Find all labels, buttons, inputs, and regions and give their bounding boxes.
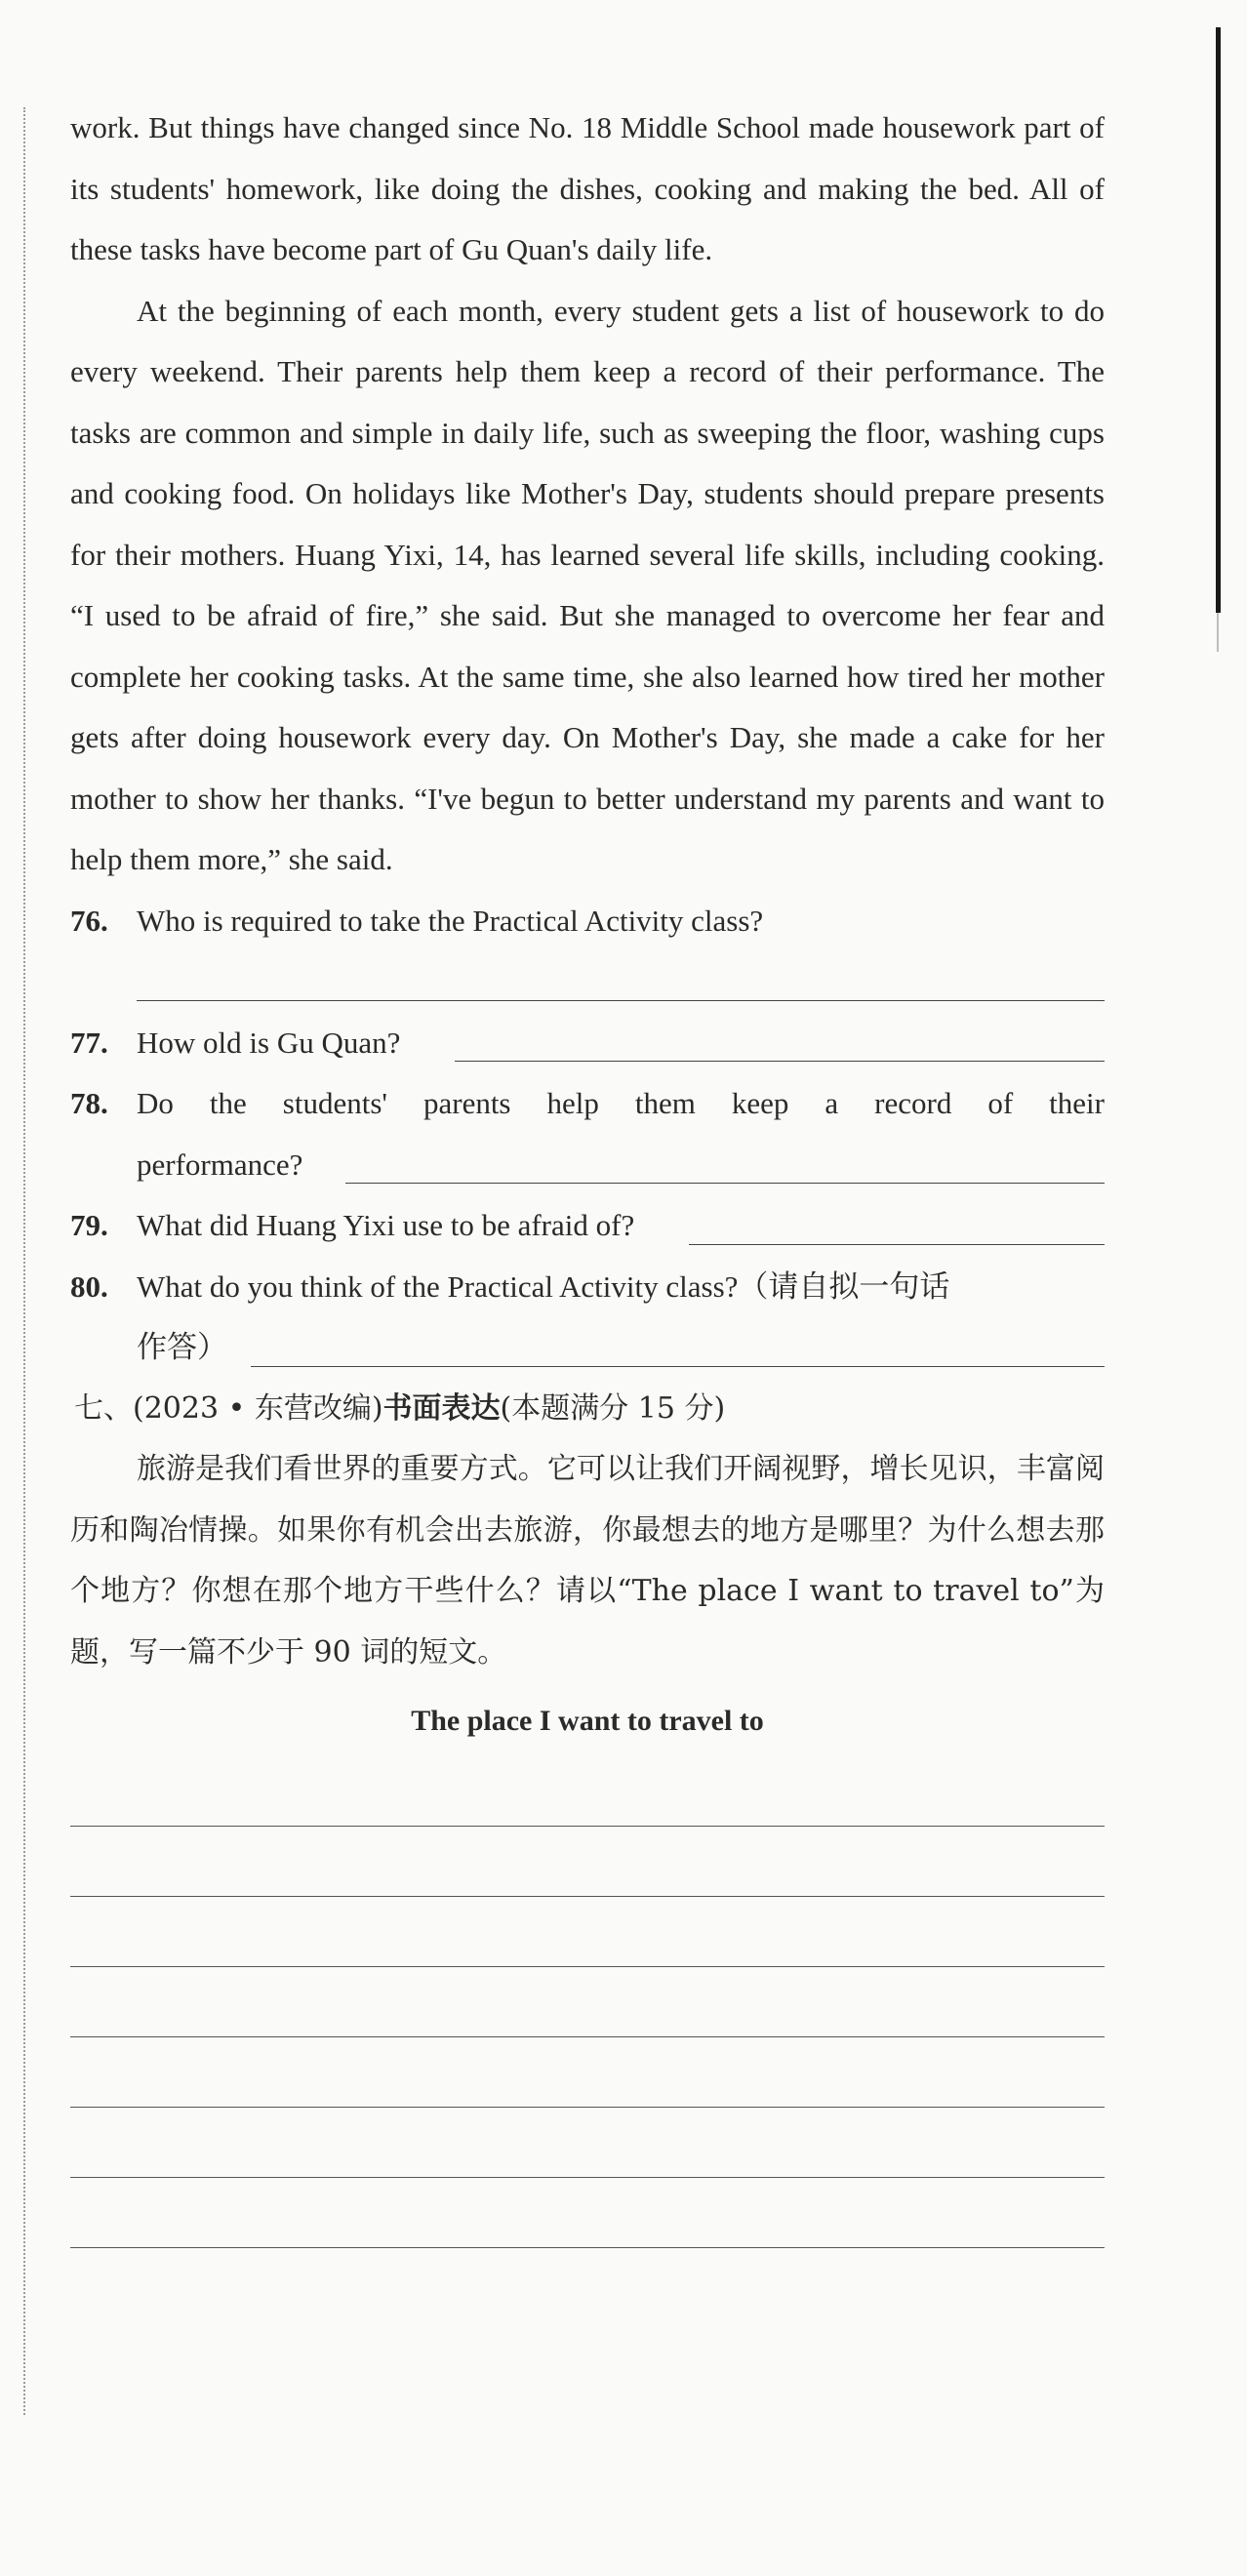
section-7-note: (本题满分 15 分): [500, 1390, 726, 1426]
answer-line-79[interactable]: [689, 1215, 1105, 1245]
question-text-continued: performance?: [137, 1147, 303, 1182]
question-text: Who is required to take the Practical Activity class?: [137, 903, 764, 938]
answer-line-76[interactable]: [137, 971, 1105, 1001]
question-80-continued: [70, 1317, 1105, 1379]
writing-line[interactable]: [70, 1967, 1105, 2037]
worksheet-content: [70, 98, 1105, 2248]
edge-bar-shadow: [1217, 613, 1219, 652]
question-text-continued: 作答）: [137, 1330, 227, 1364]
question-text: What did Huang Yixi use to be afraid of?: [137, 1208, 635, 1242]
writing-line[interactable]: [70, 1756, 1105, 1827]
writing-line[interactable]: [70, 2108, 1105, 2178]
passage-paragraph-2: At the beginning of each month, every student gets a list of housework to do every weekend. Their parents help them keep a record of their performance. The tasks are common and simple in daily life, such as sweeping the floor, washing cups and cooking food. On holidays like Mother's Day, students should prepare presents for their mothers. Huang Yixi, 14, has learned several life skills, including cooking. “I used to be afraid of fire,” she said. But she managed to overcome her fear and complete her cooking tasks. At the same time, she also learned how tired her mother gets after doing housework every day. On Mother's Day, she made a cake for her mother to show her thanks. “I've begun to better understand my parents and want to help them more,” she said.: [70, 293, 1105, 876]
question-76: [70, 891, 1105, 952]
answer-line-80[interactable]: [251, 1337, 1105, 1367]
writing-line[interactable]: [70, 2178, 1105, 2248]
question-78: [70, 1073, 1105, 1135]
edge-bar: [1216, 27, 1221, 613]
writing-prompt: 旅游是我们看世界的重要方式。它可以让我们开阔视野，增长见识，丰富阅历和陶冶情操。如果你有机会出去旅游，你最想去的地方是哪里？为什么想去那个地方？你想在那个地方干些什么？请以“The place I want to travel to”为题，写一篇不少于 90 词的短文。: [70, 1452, 1105, 1670]
answer-line-78[interactable]: [345, 1153, 1105, 1184]
answer-line-77[interactable]: [455, 1031, 1105, 1062]
writing-line[interactable]: [70, 1827, 1105, 1897]
essay-title: The place I want to travel to: [411, 1705, 764, 1737]
question-text: What do you think of the Practical Activity class?（请自拟一句话: [137, 1268, 950, 1304]
question-text: How old is Gu Quan?: [137, 1025, 401, 1060]
binding-margin-dots: [23, 107, 25, 2415]
question-80: [70, 1257, 1105, 1318]
passage-paragraph-1: work. But things have changed since No. 18 Middle School made housework part of its students' homework, like doing the dishes, cooking and making the bed. All of these tasks have become part of Gu Quan's daily life.: [70, 110, 1105, 266]
section-7-heading: [0, 1379, 1105, 1440]
question-number: 78.: [70, 1086, 108, 1120]
question-79: [70, 1195, 1105, 1257]
section-7-title: 书面表达: [382, 1390, 501, 1426]
question-text: Do the students' parents help them keep a record of their: [137, 1086, 1105, 1120]
writing-line[interactable]: [70, 2037, 1105, 2108]
question-number: 79.: [70, 1208, 108, 1242]
writing-line[interactable]: [70, 1897, 1105, 1967]
answer-row-76: [70, 951, 1105, 1013]
question-number: 80.: [70, 1268, 108, 1304]
question-78-continued: [70, 1135, 1105, 1196]
question-number: 76.: [70, 903, 108, 938]
question-77: [70, 1013, 1105, 1074]
question-number: 77.: [70, 1025, 108, 1060]
section-7-prefix: 七、(2023 • 东营改编): [74, 1390, 383, 1426]
writing-area[interactable]: [70, 1756, 1105, 2248]
